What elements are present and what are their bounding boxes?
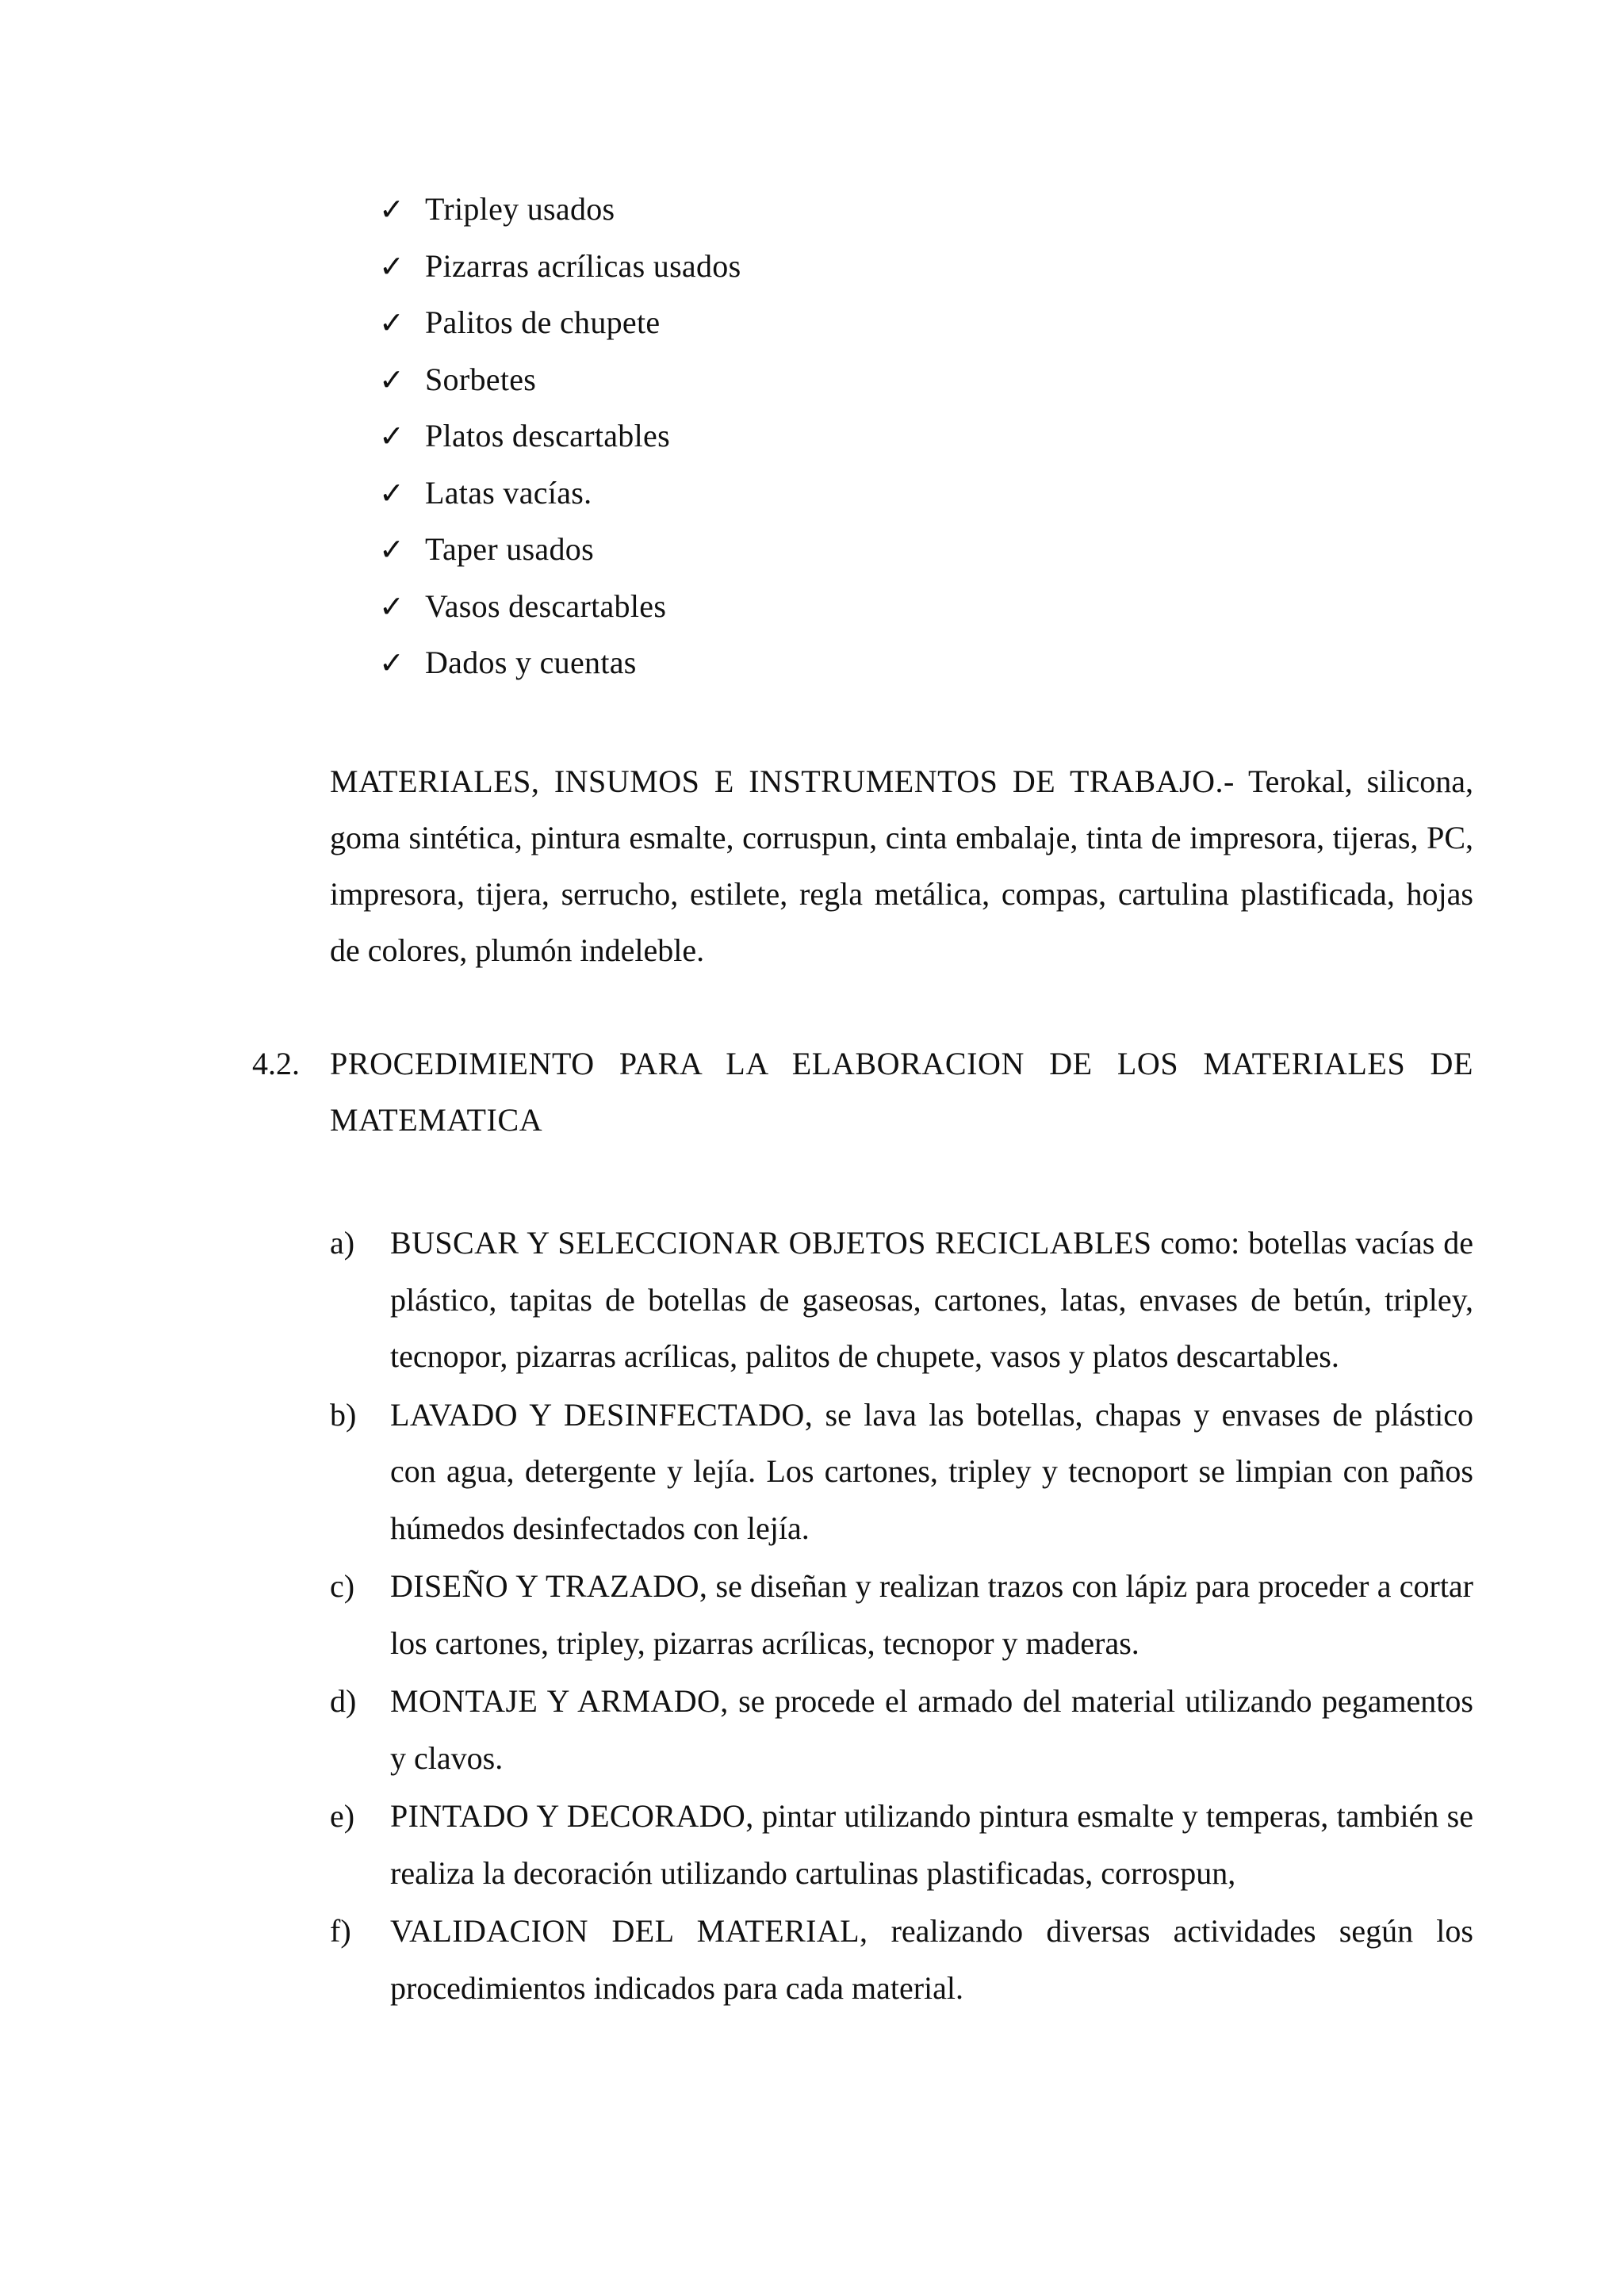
step-marker: f)	[330, 1913, 351, 1949]
list-item	[379, 527, 741, 584]
step-text: como: botellas vacías de plástico, tapitas de botellas de gaseosas, cartones, latas, envases de betún, tripley, tecnopor, pizarras acrílicas, palitos de chupete, vasos y platos descartables.	[390, 1225, 1474, 1374]
materials-heading: MATERIALES, INSUMOS E INSTRUMENTOS DE TRABAJO.-	[330, 763, 1235, 799]
step-marker: b)	[330, 1396, 357, 1433]
procedure-step	[330, 1673, 1473, 1786]
procedure-step	[330, 1788, 1473, 1901]
step-marker: c)	[330, 1568, 355, 1604]
section-number: 4.2.	[252, 1046, 300, 1081]
list-item-text: Dados y cuentas	[425, 645, 637, 680]
step-heading: VALIDACION DEL MATERIAL,	[390, 1913, 868, 1949]
check-mark-icon: ✓	[379, 305, 404, 340]
procedure-step	[330, 1903, 1473, 2016]
step-text: realizando diversas actividades según los procedimientos indicados para cada material.	[390, 1913, 1473, 2006]
list-item-text: Platos descartables	[425, 418, 670, 453]
list-item-text: Latas vacías.	[425, 474, 592, 511]
materials-text: Terokal, silicona, goma sintética, pintura esmalte, corruspun, cinta embalaje, tinta de impresora, tijeras, PC, impresora, tijera, serrucho, estilete, regla metálica, compas, cartulina plastificada, hojas de colores, plumón indeleble.	[330, 763, 1473, 968]
list-item-text: Tripley usados	[425, 191, 615, 227]
list-item	[379, 641, 741, 698]
check-mark-icon: ✓	[379, 475, 404, 511]
recycled-materials-checklist	[379, 187, 741, 698]
step-marker: e)	[330, 1798, 355, 1834]
list-item	[379, 244, 741, 301]
section-title: PROCEDIMIENTO PARA LA ELABORACION DE LOS MATERIALES DE MATEMATICA	[330, 1046, 1473, 1138]
list-item	[379, 414, 741, 471]
step-marker: d)	[330, 1683, 357, 1719]
check-mark-icon: ✓	[379, 192, 404, 227]
list-item-text: Sorbetes	[425, 361, 537, 397]
check-mark-icon: ✓	[379, 248, 404, 284]
procedure-step	[330, 1215, 1473, 1385]
materials-paragraph	[330, 753, 1473, 978]
step-heading: DISEÑO Y TRAZADO,	[390, 1568, 708, 1604]
check-mark-icon: ✓	[379, 588, 404, 624]
list-item	[379, 471, 741, 528]
step-heading: PINTADO Y DECORADO,	[390, 1798, 754, 1834]
procedure-step	[330, 1558, 1473, 1671]
step-heading: MONTAJE Y ARMADO,	[390, 1683, 729, 1719]
step-heading: BUSCAR Y SELECCIONAR OBJETOS RECICLABLES	[390, 1225, 1152, 1261]
list-item	[379, 358, 741, 415]
list-item	[379, 300, 741, 358]
step-heading: LAVADO Y DESINFECTADO,	[390, 1396, 814, 1433]
list-item-text: Taper usados	[425, 531, 594, 567]
step-text: se lava las botellas, chapas y envases de plástico con agua, detergente y lejía. Los cartones, tripley y tecnoport se limpian con paños húmedos desinfectados con lejía.	[390, 1396, 1473, 1546]
step-text: se diseñan y realizan trazos con lápiz para proceder a cortar los cartones, tripley, pizarras acrílicas, tecnopor y maderas.	[390, 1568, 1474, 1661]
check-mark-icon: ✓	[379, 645, 404, 680]
check-mark-icon: ✓	[379, 419, 404, 453]
list-item	[379, 584, 741, 641]
step-text: se procede el armado del material utilizando pegamentos y clavos.	[390, 1683, 1473, 1776]
list-item-text: Pizarras acrílicas usados	[425, 247, 741, 284]
check-mark-icon: ✓	[379, 532, 404, 567]
procedure-steps-list	[330, 1215, 1473, 2018]
step-text: pintar utilizando pintura esmalte y temperas, también se realiza la decoración utilizando cartulinas plastificadas, corrospun,	[390, 1798, 1473, 1891]
list-item	[379, 187, 741, 244]
check-mark-icon: ✓	[379, 362, 404, 397]
step-marker: a)	[330, 1225, 355, 1261]
procedure-step	[330, 1387, 1473, 1557]
list-item-text: Vasos descartables	[425, 587, 667, 624]
list-item-text: Palitos de chupete	[425, 304, 661, 340]
